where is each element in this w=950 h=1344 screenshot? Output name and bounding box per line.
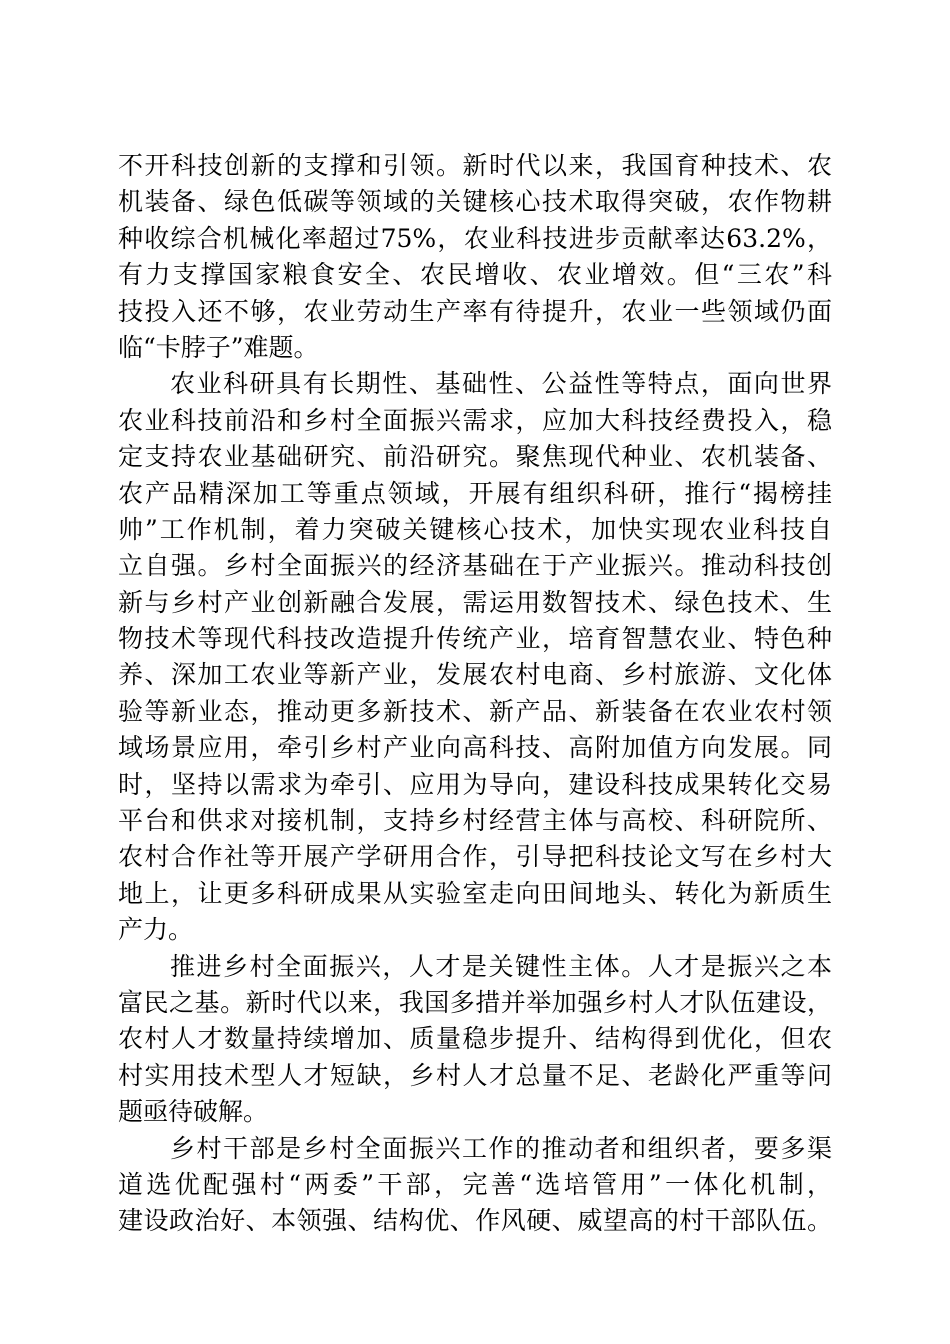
text-line: 种收综合机械化率超过75%，农业科技进步贡献率达63.2%， (118, 223, 832, 253)
text-line: 平台和供求对接机制，支持乡村经营主体与高校、科研院所、 (118, 806, 832, 836)
text-line: 建设政治好、本领强、结构优、作风硬、威望高的村干部队伍。 (118, 1206, 832, 1236)
text-line: 村实用技术型人才短缺，乡村人才总量不足、老龄化严重等问 (118, 1060, 832, 1090)
text-line: 时，坚持以需求为牵引、应用为导向，建设科技成果转化交易 (118, 769, 832, 799)
text-line: 推进乡村全面振兴，人才是关键性主体。人才是振兴之本 (170, 951, 832, 981)
paragraph (118, 949, 832, 1131)
text-line: 新与乡村产业创新融合发展，需运用数智技术、绿色技术、生 (118, 587, 832, 617)
text-line: 地上，让更多科研成果从实验室走向田间地头、转化为新质生 (118, 878, 832, 908)
text-line: 机装备、绿色低碳等领域的关键核心技术取得突破，农作物耕 (118, 187, 832, 217)
text-line: 题亟待破解。 (118, 1097, 269, 1127)
text-line: 域场景应用，牵引乡村产业向高科技、高附加值方向发展。同 (118, 733, 832, 763)
text-line: 富民之基。新时代以来，我国多措并举加强乡村人才队伍建设， (118, 987, 832, 1017)
document-page (118, 148, 832, 1240)
text-line: 技投入还不够，农业劳动生产率有待提升，农业一些领域仍面 (118, 296, 832, 326)
text-line: 农业科技前沿和乡村全面振兴需求，应加大科技经费投入，稳 (118, 405, 832, 435)
text-line: 验等新业态，推动更多新技术、新产品、新装备在农业农村领 (118, 696, 832, 726)
text-line: 道选优配强村“两委”干部，完善“选培管用”一体化机制， (118, 1169, 832, 1199)
text-line: 不开科技创新的支撑和引领。新时代以来，我国育种技术、农 (118, 151, 832, 180)
paragraph (118, 148, 832, 366)
text-line: 养、深加工农业等新产业，发展农村电商、乡村旅游、文化体 (118, 660, 832, 690)
text-line: 立自强。乡村全面振兴的经济基础在于产业振兴。推动科技创 (118, 551, 832, 581)
text-line: 产力。 (118, 915, 194, 945)
text-line: 乡村干部是乡村全面振兴工作的推动者和组织者，要多渠 (170, 1133, 832, 1163)
paragraph (118, 366, 832, 948)
text-line: 定支持农业基础研究、前沿研究。聚焦现代种业、农机装备、 (118, 442, 832, 472)
text-line: 农业科研具有长期性、基础性、公益性等特点，面向世界 (170, 369, 832, 399)
text-line: 帅”工作机制，着力突破关键核心技术，加快实现农业科技自 (118, 514, 832, 544)
text-line: 农产品精深加工等重点领域，开展有组织科研，推行“揭榜挂 (118, 478, 832, 508)
text-line: 农村人才数量持续增加、质量稳步提升、结构得到优化，但农 (118, 1024, 832, 1054)
text-line: 物技术等现代科技改造提升传统产业，培育智慧农业、特色种 (118, 624, 832, 654)
text-line: 有力支撑国家粮食安全、农民增收、农业增效。但“三农”科 (118, 260, 832, 290)
paragraph (118, 1131, 832, 1240)
text-line: 临“卡脖子”难题。 (118, 332, 319, 362)
text-line: 农村合作社等开展产学研用合作，引导把科技论文写在乡村大 (118, 842, 832, 872)
